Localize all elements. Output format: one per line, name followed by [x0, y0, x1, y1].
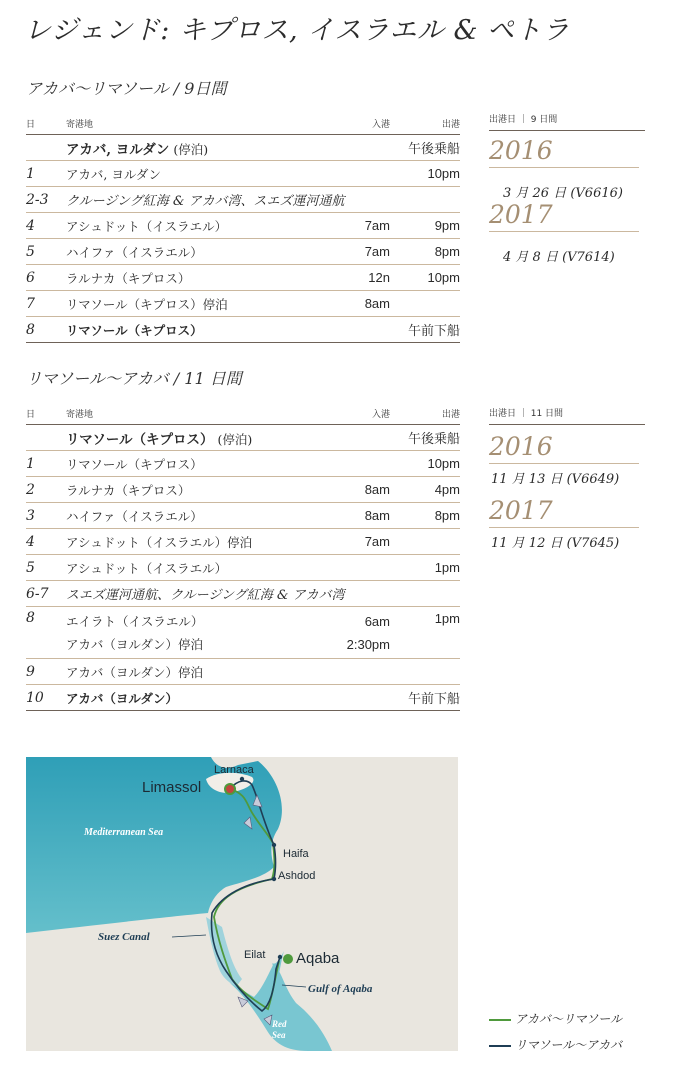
departure-date: 3 月 26 日 (V6616) [503, 186, 623, 201]
port-note: (停泊) [173, 141, 209, 157]
port-name: エイラト（イスラエル） [66, 613, 204, 629]
legend-swatch-navy [489, 1045, 511, 1047]
port-name-2: アカバ（ヨルダン）停泊 [66, 636, 204, 652]
table-row: 3 ハイファ（イスラエル） 8am 8pm [26, 503, 460, 529]
itinerary-section-1 [26, 76, 460, 343]
departure-year: 2017 [489, 495, 639, 528]
legend-navy [489, 1036, 622, 1053]
label-gulf-of-aqaba: Gulf of Aqaba [308, 983, 373, 995]
table-row: 2-3 クルージング紅海 & アカバ湾、スエズ運河通航 [26, 187, 460, 213]
itinerary-section-2 [26, 366, 460, 711]
departure-date: 11 月 13 日 (V6649) [491, 472, 620, 487]
depart-time: 1pm [434, 611, 460, 626]
limassol-dot [225, 784, 235, 794]
itinerary-table-2 [26, 407, 460, 711]
table-row: 2 ラルナカ（キプロス） 8am 4pm [26, 477, 460, 503]
aqaba-dot [283, 954, 293, 964]
section-title: アカバ～リマソール / 9日間 [26, 79, 227, 98]
port-note: (停泊) [217, 431, 253, 447]
port-name: リマソール（キプロス） [66, 431, 214, 448]
table-row: 6 ラルナカ（キプロス） 12n 10pm [26, 265, 460, 291]
port-name: アカバ, ヨルダン [66, 141, 170, 158]
page-title: レジェンド: キプロス, イスラエル & ペトラ [24, 15, 570, 46]
label-ashdod: Ashdod [278, 870, 316, 882]
table-row: 4 アシュドット（イスラエル） 7am 9pm [26, 213, 460, 239]
arrive-time-2: 2:30pm [346, 636, 390, 652]
arrive-time: 6am [364, 613, 390, 629]
table-row: 7 リマソール（キプロス）停泊 8am [26, 291, 460, 317]
departures-header: 出港日 ｜ 9 日間 [489, 112, 645, 131]
haifa-dot [272, 843, 276, 847]
eilat-dot [278, 955, 282, 959]
label-red-sea-2: Sea [272, 1030, 286, 1040]
col-day: 日 [26, 117, 66, 135]
col-arrive: 入港 [320, 117, 390, 135]
label-aqaba: Aqaba [296, 950, 340, 967]
label-mediterranean: Mediterranean Sea [84, 827, 164, 838]
route-map-svg [26, 757, 458, 1051]
legend-label: リマソール～アカバ [515, 1038, 623, 1052]
departure-date: 4 月 8 日 (V7614) [503, 250, 615, 265]
col-day: 日 [26, 407, 66, 425]
col-depart: 出港 [390, 117, 460, 135]
label-eilat: Eilat [244, 949, 266, 961]
table-row: 8 エイラト（イスラエル） アカバ（ヨルダン）停泊 6am 2:30pm 1pm [26, 607, 460, 659]
departures-1 [489, 112, 645, 265]
label-larnaca: Larnaca [214, 764, 254, 776]
departure-year: 2016 [489, 135, 639, 168]
table-row: 8 リマソール（キプロス） 午前下船 [26, 317, 460, 343]
legend-green [489, 1010, 622, 1027]
route-map [26, 757, 458, 1051]
departure-year: 2016 [489, 431, 639, 464]
legend-swatch-green [489, 1019, 511, 1021]
itinerary-table-1 [26, 117, 460, 343]
departures-header: 出港日 ｜ 11 日間 [489, 406, 645, 425]
departures-2 [489, 406, 645, 551]
larnaca-dot [240, 777, 244, 781]
col-depart: 出港 [390, 407, 460, 425]
table-row: 1 アカバ, ヨルダン 10pm [26, 161, 460, 187]
section-title: リマソール～アカバ / 11 日間 [26, 369, 242, 388]
table-row: 1 リマソール（キプロス） 10pm [26, 451, 460, 477]
table-row: 4 アシュドット（イスラエル）停泊 7am [26, 529, 460, 555]
col-arrive: 入港 [320, 407, 390, 425]
table-row: 10 アカバ（ヨルダン） 午前下船 [26, 685, 460, 711]
table-row: 9 アカバ（ヨルダン）停泊 [26, 659, 460, 685]
table-row: 5 ハイファ（イスラエル） 7am 8pm [26, 239, 460, 265]
departure-year: 2017 [489, 199, 639, 232]
departure-date: 11 月 12 日 (V7645) [491, 536, 620, 551]
label-haifa: Haifa [283, 848, 309, 860]
label-limassol: Limassol [142, 779, 202, 796]
col-port: 寄港地 [66, 117, 320, 135]
legend-label: アカバ～リマソール [515, 1012, 623, 1026]
table-row: 5 アシュドット（イスラエル） 1pm [26, 555, 460, 581]
col-port: 寄港地 [66, 407, 320, 425]
table-row: 6-7 スエズ運河通航、クルージング紅海 & アカバ湾 [26, 581, 460, 607]
table-row: リマソール（キプロス） (停泊) 午後乗船 [26, 425, 460, 451]
ashdod-dot [272, 877, 276, 881]
table-row: アカバ, ヨルダン (停泊) 午後乗船 [26, 135, 460, 161]
label-red-sea-1: Red [272, 1019, 287, 1029]
label-suez-canal: Suez Canal [98, 931, 150, 943]
